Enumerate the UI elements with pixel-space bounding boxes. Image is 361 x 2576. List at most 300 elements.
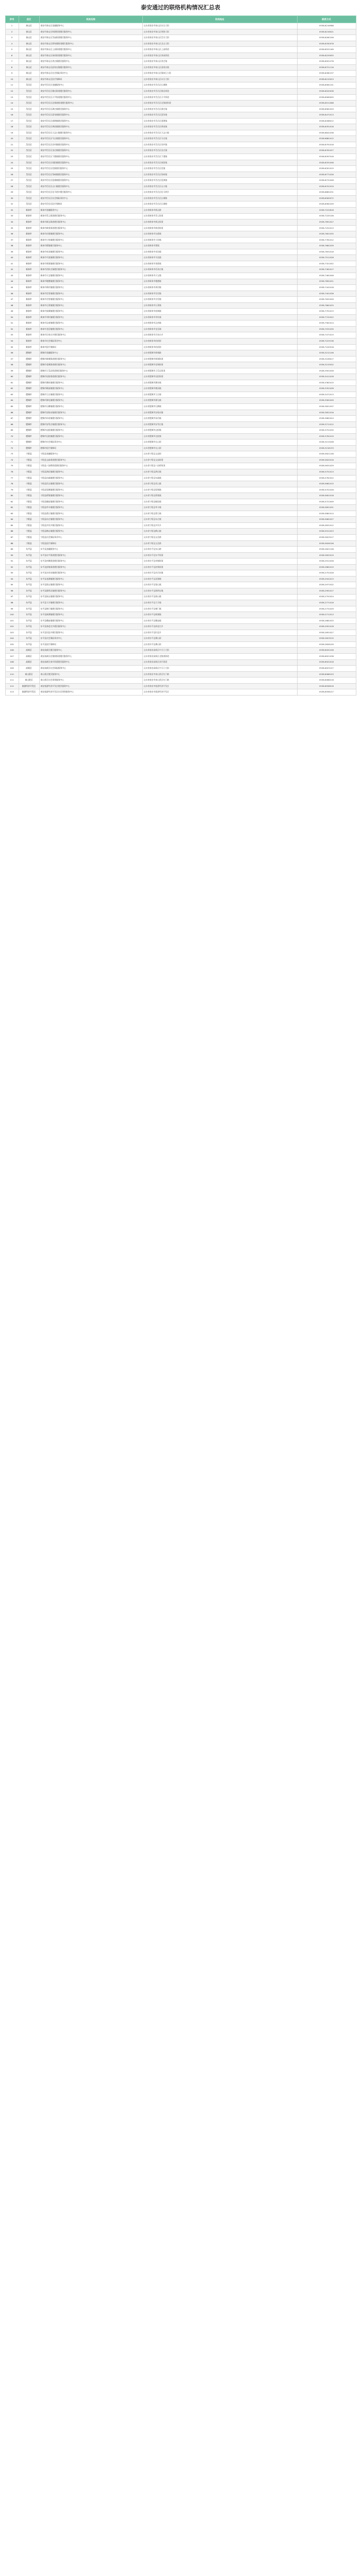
table-row bbox=[5, 606, 356, 612]
row-phone: 0538-5661027 bbox=[297, 517, 356, 523]
row-area: 新泰市 bbox=[19, 225, 39, 231]
document-page bbox=[0, 0, 361, 696]
row-index: 63 bbox=[5, 392, 19, 398]
row-institution-name: 东平县戴庙镇便民服务中心 bbox=[39, 618, 142, 624]
row-institution-name: 东平县沙河站镇便民服务中心 bbox=[39, 570, 142, 577]
table-row bbox=[5, 570, 356, 577]
row-address: 山东省东平县斑鸠店镇 bbox=[142, 588, 297, 594]
row-area: 新泰市 bbox=[19, 338, 39, 344]
row-institution-name: 泰安市岱岳区徂徕镇便民服务中心 bbox=[39, 178, 142, 184]
row-address: 山东省泰安市岱岳区马庄镇 bbox=[142, 136, 297, 142]
row-phone: 0538-8881012 bbox=[297, 136, 356, 142]
row-phone: 0538-7401036 bbox=[297, 291, 356, 297]
row-institution-name: 肥城市边院镇便民服务中心 bbox=[39, 433, 142, 439]
row-phone: 0538-8066218 bbox=[297, 677, 356, 684]
row-index: 22 bbox=[5, 148, 19, 154]
row-area: 肥城市 bbox=[19, 350, 39, 357]
row-area: 肥城市 bbox=[19, 386, 39, 392]
row-index: 7 bbox=[5, 59, 19, 65]
row-institution-name: 肥城市湖屯镇便民服务中心 bbox=[39, 398, 142, 404]
table-row bbox=[5, 118, 356, 124]
row-phone: 0538-3711012 bbox=[297, 421, 356, 428]
row-area: 肥城市 bbox=[19, 380, 39, 386]
row-address: 山东省泰安市岱岳区北集坡街道 bbox=[142, 100, 297, 107]
row-phone: 0538-3781019 bbox=[297, 433, 356, 439]
row-phone: 0538-5626106 bbox=[297, 540, 356, 547]
table-row bbox=[5, 618, 356, 624]
row-address: 山东省东平县老湖镇 bbox=[142, 576, 297, 582]
row-area: 岱岳区 bbox=[19, 178, 39, 184]
institution-table bbox=[5, 15, 356, 696]
row-area: 东平县 bbox=[19, 630, 39, 636]
row-index: 87 bbox=[5, 535, 19, 541]
row-index: 112 bbox=[5, 683, 19, 689]
row-index: 62 bbox=[5, 386, 19, 392]
row-institution-name: 宁阳县社会保险事业中心 bbox=[39, 535, 142, 541]
table-row bbox=[5, 588, 356, 594]
row-institution-name: 新泰市新汶街道便民服务中心 bbox=[39, 219, 142, 226]
row-address: 山东省泰安市泰山区东岳大街 bbox=[142, 76, 297, 82]
row-address: 山东省东平县东平街道 bbox=[142, 552, 297, 558]
table-row bbox=[5, 225, 356, 231]
table-row bbox=[5, 612, 356, 618]
row-institution-name: 泰安市岱岳区黄前镇便民服务中心 bbox=[39, 124, 142, 130]
row-phone: 0538-5851031 bbox=[297, 505, 356, 511]
table-row bbox=[5, 368, 356, 374]
row-address: 山东省东平县州城街道 bbox=[142, 558, 297, 565]
row-area: 新泰市 bbox=[19, 332, 39, 338]
row-index: 92 bbox=[5, 564, 19, 570]
row-index: 1 bbox=[5, 23, 19, 29]
row-area: 东平县 bbox=[19, 570, 39, 577]
row-area: 东平县 bbox=[19, 558, 39, 565]
row-phone: 0538-3621037 bbox=[297, 404, 356, 410]
row-area: 岱岳区 bbox=[19, 106, 39, 112]
row-address: 山东省新泰市羊流镇 bbox=[142, 255, 297, 261]
row-area: 新泰市 bbox=[19, 267, 39, 273]
row-address: 山东省新泰市翟镇 bbox=[142, 243, 297, 249]
row-index: 17 bbox=[5, 118, 19, 124]
row-index: 23 bbox=[5, 154, 19, 160]
row-area: 宁阳县 bbox=[19, 487, 39, 493]
row-address: 山东省泰安市泰山区泰前街道 bbox=[142, 53, 297, 59]
row-area: 东平县 bbox=[19, 576, 39, 582]
row-phone: 0538-3381015 bbox=[297, 380, 356, 386]
row-phone: 0538-5801018 bbox=[297, 493, 356, 499]
row-institution-name: 泰安市泰山区邱家店镇便民服务中心 bbox=[39, 64, 142, 71]
row-index: 67 bbox=[5, 416, 19, 422]
row-area: 宁阳县 bbox=[19, 511, 39, 517]
row-index: 109 bbox=[5, 666, 19, 672]
table-row bbox=[5, 392, 356, 398]
row-phone: 0538-5622016 bbox=[297, 457, 356, 463]
row-area: 高新区 bbox=[19, 666, 39, 672]
table-row bbox=[5, 213, 356, 219]
row-institution-name: 新泰市医疗保障局 bbox=[39, 344, 142, 350]
row-index: 2 bbox=[5, 29, 19, 35]
row-phone: 0538-7831016 bbox=[297, 249, 356, 255]
row-phone: 0538-5721009 bbox=[297, 499, 356, 505]
row-area: 新泰市 bbox=[19, 297, 39, 303]
table-row bbox=[5, 630, 356, 636]
row-phone: 0538-2771016 bbox=[297, 600, 356, 606]
table-row bbox=[5, 386, 356, 392]
row-area: 宁阳县 bbox=[19, 451, 39, 457]
row-index: 56 bbox=[5, 350, 19, 357]
table-row bbox=[5, 261, 356, 267]
row-institution-name: 泰安高新区便民服务中心 bbox=[39, 648, 142, 654]
row-phone: 0538-8331006 bbox=[297, 160, 356, 166]
table-row bbox=[5, 428, 356, 434]
row-index: 6 bbox=[5, 53, 19, 59]
row-address: 山东省宁阳县堽城镇 bbox=[142, 487, 297, 493]
row-phone: 0538-5881014 bbox=[297, 511, 356, 517]
row-address: 山东省宁阳县八仙桥街道 bbox=[142, 463, 297, 469]
row-address: 山东省泰安市岱岳区粥店街道 bbox=[142, 89, 297, 95]
row-index: 39 bbox=[5, 249, 19, 255]
row-address: 山东省泰安市泰山景区红门路 bbox=[142, 677, 297, 684]
row-address: 山东省泰安市岱岳区化马湾乡 bbox=[142, 190, 297, 196]
row-phone: 0538-8731008 bbox=[297, 178, 356, 184]
row-address: 山东省东平县旧县乡 bbox=[142, 630, 297, 636]
row-address: 山东省肥城市老城街道 bbox=[142, 362, 297, 368]
row-area: 岱岳区 bbox=[19, 190, 39, 196]
row-institution-name: 新泰市青云街道便民服务中心 bbox=[39, 213, 142, 219]
row-index: 45 bbox=[5, 285, 19, 291]
table-row bbox=[5, 41, 356, 47]
row-phone: 0538-7661025 bbox=[297, 302, 356, 309]
row-index: 100 bbox=[5, 612, 19, 618]
table-row bbox=[5, 338, 356, 344]
table-row bbox=[5, 332, 356, 338]
row-institution-name: 泰安市岱岳区道朗镇便民服务中心 bbox=[39, 118, 142, 124]
row-institution-name: 肥城市桃园镇便民服务中心 bbox=[39, 386, 142, 392]
row-area: 泰山区 bbox=[19, 64, 39, 71]
row-index: 90 bbox=[5, 552, 19, 558]
row-institution-name: 东平县新湖镇便民服务中心 bbox=[39, 612, 142, 618]
row-phone: 0538-3216133 bbox=[297, 445, 356, 451]
row-address: 山东省宁阳县东疏镇 bbox=[142, 475, 297, 481]
row-index: 37 bbox=[5, 237, 19, 243]
row-phone: 0538-7471015 bbox=[297, 332, 356, 338]
row-area: 岱岳区 bbox=[19, 100, 39, 107]
row-phone: 0538-8920156 bbox=[297, 648, 356, 654]
row-address: 山东省宁阳县文庙街道 bbox=[142, 457, 297, 463]
row-institution-name: 泰山景区社会事务服务中心 bbox=[39, 677, 142, 684]
row-institution-name: 新泰市社会保险事业中心 bbox=[39, 338, 142, 344]
table-row bbox=[5, 314, 356, 320]
row-phone: 0538-8397016 bbox=[297, 154, 356, 160]
row-address: 山东省宁阳县乡饮乡 bbox=[142, 522, 297, 529]
row-area: 宁阳县 bbox=[19, 469, 39, 476]
row-index: 12 bbox=[5, 89, 19, 95]
row-address: 山东省东平县大羊镇 bbox=[142, 600, 297, 606]
table-row bbox=[5, 517, 356, 523]
row-phone: 0538-8562209 bbox=[297, 201, 356, 208]
row-institution-name: 泰安市岱岳区粥店街道便民服务中心 bbox=[39, 89, 142, 95]
row-area: 肥城市 bbox=[19, 368, 39, 374]
row-index: 50 bbox=[5, 314, 19, 320]
document-title: 泰安通过的联络机构情况汇总表 bbox=[141, 4, 220, 11]
row-index: 51 bbox=[5, 320, 19, 327]
row-institution-name: 宁阳县磁窑镇便民服务中心 bbox=[39, 499, 142, 505]
row-address: 山东省新泰市新汶街道 bbox=[142, 219, 297, 226]
table-row bbox=[5, 326, 356, 332]
row-index: 98 bbox=[5, 600, 19, 606]
row-index: 78 bbox=[5, 481, 19, 487]
table-row bbox=[5, 416, 356, 422]
row-phone: 0538-8563072 bbox=[297, 195, 356, 201]
row-phone: 0538-7511028 bbox=[297, 255, 356, 261]
row-address: 山东省宁阳县泗店镇 bbox=[142, 469, 297, 476]
table-body bbox=[5, 23, 356, 696]
row-area: 泰山区 bbox=[19, 41, 39, 47]
row-address: 山东省肥城市安临站镇 bbox=[142, 410, 297, 416]
row-institution-name: 宁阳县葛石镇便民服务中心 bbox=[39, 511, 142, 517]
row-index: 16 bbox=[5, 112, 19, 118]
row-index: 81 bbox=[5, 499, 19, 505]
row-address: 山东省泰安市岱岳区夏张镇 bbox=[142, 112, 297, 118]
table-row bbox=[5, 231, 356, 238]
row-index: 101 bbox=[5, 618, 19, 624]
row-index: 95 bbox=[5, 582, 19, 588]
row-index: 14 bbox=[5, 100, 19, 107]
row-area: 肥城市 bbox=[19, 398, 39, 404]
row-phone: 0538-8330078 bbox=[297, 41, 356, 47]
row-institution-name: 东平县医疗保障局 bbox=[39, 641, 142, 648]
table-row bbox=[5, 249, 356, 255]
row-address: 山东省东平县东山路 bbox=[142, 547, 297, 553]
row-address: 山东省泰安市岱岳区良庄镇 bbox=[142, 148, 297, 154]
row-phone: 0538-7481006 bbox=[297, 273, 356, 279]
table-row bbox=[5, 522, 356, 529]
row-index: 20 bbox=[5, 136, 19, 142]
row-index: 46 bbox=[5, 291, 19, 297]
table-row bbox=[5, 445, 356, 451]
row-institution-name: 泰安市泰山区省庄镇便民服务中心 bbox=[39, 59, 142, 65]
row-phone: 0538-5781022 bbox=[297, 475, 356, 481]
table-row bbox=[5, 350, 356, 357]
row-address: 山东省新泰市府前街 bbox=[142, 338, 297, 344]
row-address: 山东省泰安市岱岳区山口镇 bbox=[142, 183, 297, 190]
row-institution-name: 东平县大羊镇便民服务中心 bbox=[39, 600, 142, 606]
row-institution-name: 东平县梯门镇便民服务中心 bbox=[39, 606, 142, 612]
row-institution-name: 新泰市新甫街道便民服务中心 bbox=[39, 225, 142, 231]
row-area: 新泰市 bbox=[19, 291, 39, 297]
row-index: 30 bbox=[5, 195, 19, 201]
row-institution-name: 宁阳县泗店镇便民服务中心 bbox=[39, 469, 142, 476]
row-address: 山东省泰安市泰山区上高街道 bbox=[142, 47, 297, 53]
row-institution-name: 泰安市泰山区财源街道便民服务中心 bbox=[39, 29, 142, 35]
row-area: 肥城市 bbox=[19, 421, 39, 428]
row-area: 宁阳县 bbox=[19, 493, 39, 499]
row-address: 山东省新泰市岳家庄乡 bbox=[142, 332, 297, 338]
row-institution-name: 泰安市岱岳区良庄镇便民服务中心 bbox=[39, 148, 142, 154]
row-index: 5 bbox=[5, 47, 19, 53]
row-area: 泰山区 bbox=[19, 59, 39, 65]
row-institution-name: 新泰市岳家庄乡便民服务中心 bbox=[39, 332, 142, 338]
row-index: 86 bbox=[5, 529, 19, 535]
row-institution-name: 肥城市金融服务中心 bbox=[39, 350, 142, 357]
row-area: 肥城市 bbox=[19, 392, 39, 398]
row-phone: 0538-2821106 bbox=[297, 547, 356, 553]
row-address: 山东省泰安市泰山区省庄镇 bbox=[142, 59, 297, 65]
row-area: 高新区 bbox=[19, 659, 39, 666]
row-area: 泰山区 bbox=[19, 23, 39, 29]
row-index: 19 bbox=[5, 130, 19, 136]
row-address: 山东省泰安市岱岳区大汶口镇 bbox=[142, 130, 297, 136]
table-row bbox=[5, 130, 356, 136]
row-institution-name: 肥城市老城街道便民服务中心 bbox=[39, 362, 142, 368]
row-index: 29 bbox=[5, 190, 19, 196]
row-area: 东平县 bbox=[19, 624, 39, 630]
row-index: 47 bbox=[5, 297, 19, 303]
row-index: 72 bbox=[5, 445, 19, 451]
row-area: 新泰市 bbox=[19, 213, 39, 219]
table-row bbox=[5, 112, 356, 118]
row-index: 13 bbox=[5, 94, 19, 100]
table-row bbox=[5, 410, 356, 416]
row-address: 山东省东平县商老庄乡 bbox=[142, 624, 297, 630]
row-institution-name: 新泰市龙廷镇便民服务中心 bbox=[39, 326, 142, 332]
row-institution-name: 泰山景区便民服务中心 bbox=[39, 671, 142, 677]
row-area: 岱岳区 bbox=[19, 201, 39, 208]
table-row bbox=[5, 648, 356, 654]
table-row bbox=[5, 136, 356, 142]
row-index: 84 bbox=[5, 517, 19, 523]
row-phone: 0538-8841036 bbox=[297, 130, 356, 136]
row-institution-name: 肥城市孙伯镇便民服务中心 bbox=[39, 416, 142, 422]
row-area: 岱岳区 bbox=[19, 82, 39, 89]
row-index: 28 bbox=[5, 183, 19, 190]
table-row bbox=[5, 219, 356, 226]
table-row bbox=[5, 64, 356, 71]
row-index: 83 bbox=[5, 511, 19, 517]
row-index: 32 bbox=[5, 207, 19, 213]
row-phone: 0538-8921038 bbox=[297, 653, 356, 659]
table-row bbox=[5, 641, 356, 648]
row-index: 103 bbox=[5, 630, 19, 636]
row-institution-name: 新泰市刘杜镇便民服务中心 bbox=[39, 314, 142, 320]
row-institution-name: 新泰市宫里镇便民服务中心 bbox=[39, 291, 142, 297]
row-institution-name: 肥城市医疗保障局 bbox=[39, 445, 142, 451]
table-row bbox=[5, 552, 356, 558]
row-address: 山东省肥城市长山街 bbox=[142, 439, 297, 446]
table-row bbox=[5, 380, 356, 386]
table-row bbox=[5, 374, 356, 380]
row-index: 89 bbox=[5, 547, 19, 553]
col-header-name: 机构名称 bbox=[39, 16, 142, 23]
row-institution-name: 新泰市金融服务中心 bbox=[39, 207, 142, 213]
table-row bbox=[5, 267, 356, 273]
row-index: 11 bbox=[5, 82, 19, 89]
row-area: 新泰市 bbox=[19, 219, 39, 226]
row-institution-name: 东平县州城街道便民服务中心 bbox=[39, 558, 142, 565]
row-area: 肥城市 bbox=[19, 416, 39, 422]
row-area: 宁阳县 bbox=[19, 535, 39, 541]
row-phone: 0538-7861039 bbox=[297, 243, 356, 249]
row-address: 山东省泰安市泰山景区红门路 bbox=[142, 671, 297, 677]
row-phone: 0538-8681031 bbox=[297, 190, 356, 196]
row-area: 东平县 bbox=[19, 606, 39, 612]
row-address: 山东省肥城市王瓜店街道 bbox=[142, 368, 297, 374]
row-institution-name: 泰安市岱岳区范镇便民服务中心 bbox=[39, 166, 142, 172]
row-phone: 0538-2711013 bbox=[297, 612, 356, 618]
row-index: 108 bbox=[5, 659, 19, 666]
row-index: 10 bbox=[5, 76, 19, 82]
row-area: 岱岳区 bbox=[19, 89, 39, 95]
row-index: 35 bbox=[5, 225, 19, 231]
row-area: 宁阳县 bbox=[19, 457, 39, 463]
table-row bbox=[5, 279, 356, 285]
row-institution-name: 新泰市石莱镇便民服务中心 bbox=[39, 302, 142, 309]
row-institution-name: 泰安市岱岳区大汶口镇便民服务中心 bbox=[39, 130, 142, 136]
table-row bbox=[5, 243, 356, 249]
table-row bbox=[5, 59, 356, 65]
row-institution-name: 新泰市泉沟镇便民服务中心 bbox=[39, 249, 142, 255]
row-index: 25 bbox=[5, 166, 19, 172]
row-area: 岱岳区 bbox=[19, 130, 39, 136]
row-address: 山东省泰安市岱岳区长城路 bbox=[142, 201, 297, 208]
row-area: 宁阳县 bbox=[19, 463, 39, 469]
row-index: 24 bbox=[5, 160, 19, 166]
row-area: 肥城市 bbox=[19, 439, 39, 446]
row-index: 105 bbox=[5, 641, 19, 648]
row-address: 山东省新泰市西张庄镇 bbox=[142, 267, 297, 273]
row-address: 山东省泰安高新区南开街道 bbox=[142, 659, 297, 666]
row-area: 旅游经济开发区 bbox=[19, 683, 39, 689]
row-address: 山东省泰安市岱岳区范镇 bbox=[142, 166, 297, 172]
row-phone: 0538-2651027 bbox=[297, 630, 356, 636]
row-phone: 0538-5701026 bbox=[297, 487, 356, 493]
row-institution-name: 宁阳县华丰镇便民服务中心 bbox=[39, 505, 142, 511]
row-institution-name: 宁阳县东庄镇便民服务中心 bbox=[39, 517, 142, 523]
row-institution-name: 宁阳县乡饮乡便民服务中心 bbox=[39, 522, 142, 529]
row-institution-name: 泰安市岱岳区下港镇便民服务中心 bbox=[39, 154, 142, 160]
table-row bbox=[5, 29, 356, 35]
row-phone: 0538-3501026 bbox=[297, 368, 356, 374]
row-phone: 0538-7891021 bbox=[297, 279, 356, 285]
row-address: 山东省新泰市谷里镇 bbox=[142, 297, 297, 303]
row-area: 新泰市 bbox=[19, 320, 39, 327]
row-area: 岱岳区 bbox=[19, 166, 39, 172]
row-institution-name: 宁阳县鹤山镇便民服务中心 bbox=[39, 529, 142, 535]
row-index: 18 bbox=[5, 124, 19, 130]
row-index: 36 bbox=[5, 231, 19, 238]
row-index: 80 bbox=[5, 493, 19, 499]
row-index: 4 bbox=[5, 41, 19, 47]
row-address: 山东省东平县佛山街 bbox=[142, 641, 297, 648]
row-area: 岱岳区 bbox=[19, 142, 39, 148]
row-phone: 0538-8229055 bbox=[297, 53, 356, 59]
table-row bbox=[5, 195, 356, 201]
table-row bbox=[5, 201, 356, 208]
row-area: 岱岳区 bbox=[19, 195, 39, 201]
row-area: 东平县 bbox=[19, 618, 39, 624]
row-phone: 0538-3215032 bbox=[297, 362, 356, 368]
row-institution-name: 泰安市泰山区泰前街道便民服务中心 bbox=[39, 53, 142, 59]
row-phone: 0538-8216021 bbox=[297, 29, 356, 35]
table-row bbox=[5, 463, 356, 469]
row-index: 61 bbox=[5, 380, 19, 386]
row-phone: 0538-8520036 bbox=[297, 89, 356, 95]
row-institution-name: 宁阳县蒋集镇便民服务中心 bbox=[39, 493, 142, 499]
row-index: 113 bbox=[5, 689, 19, 696]
table-row bbox=[5, 94, 356, 100]
table-row bbox=[5, 683, 356, 689]
row-area: 肥城市 bbox=[19, 356, 39, 362]
row-phone: 0538-8501278 bbox=[297, 59, 356, 65]
